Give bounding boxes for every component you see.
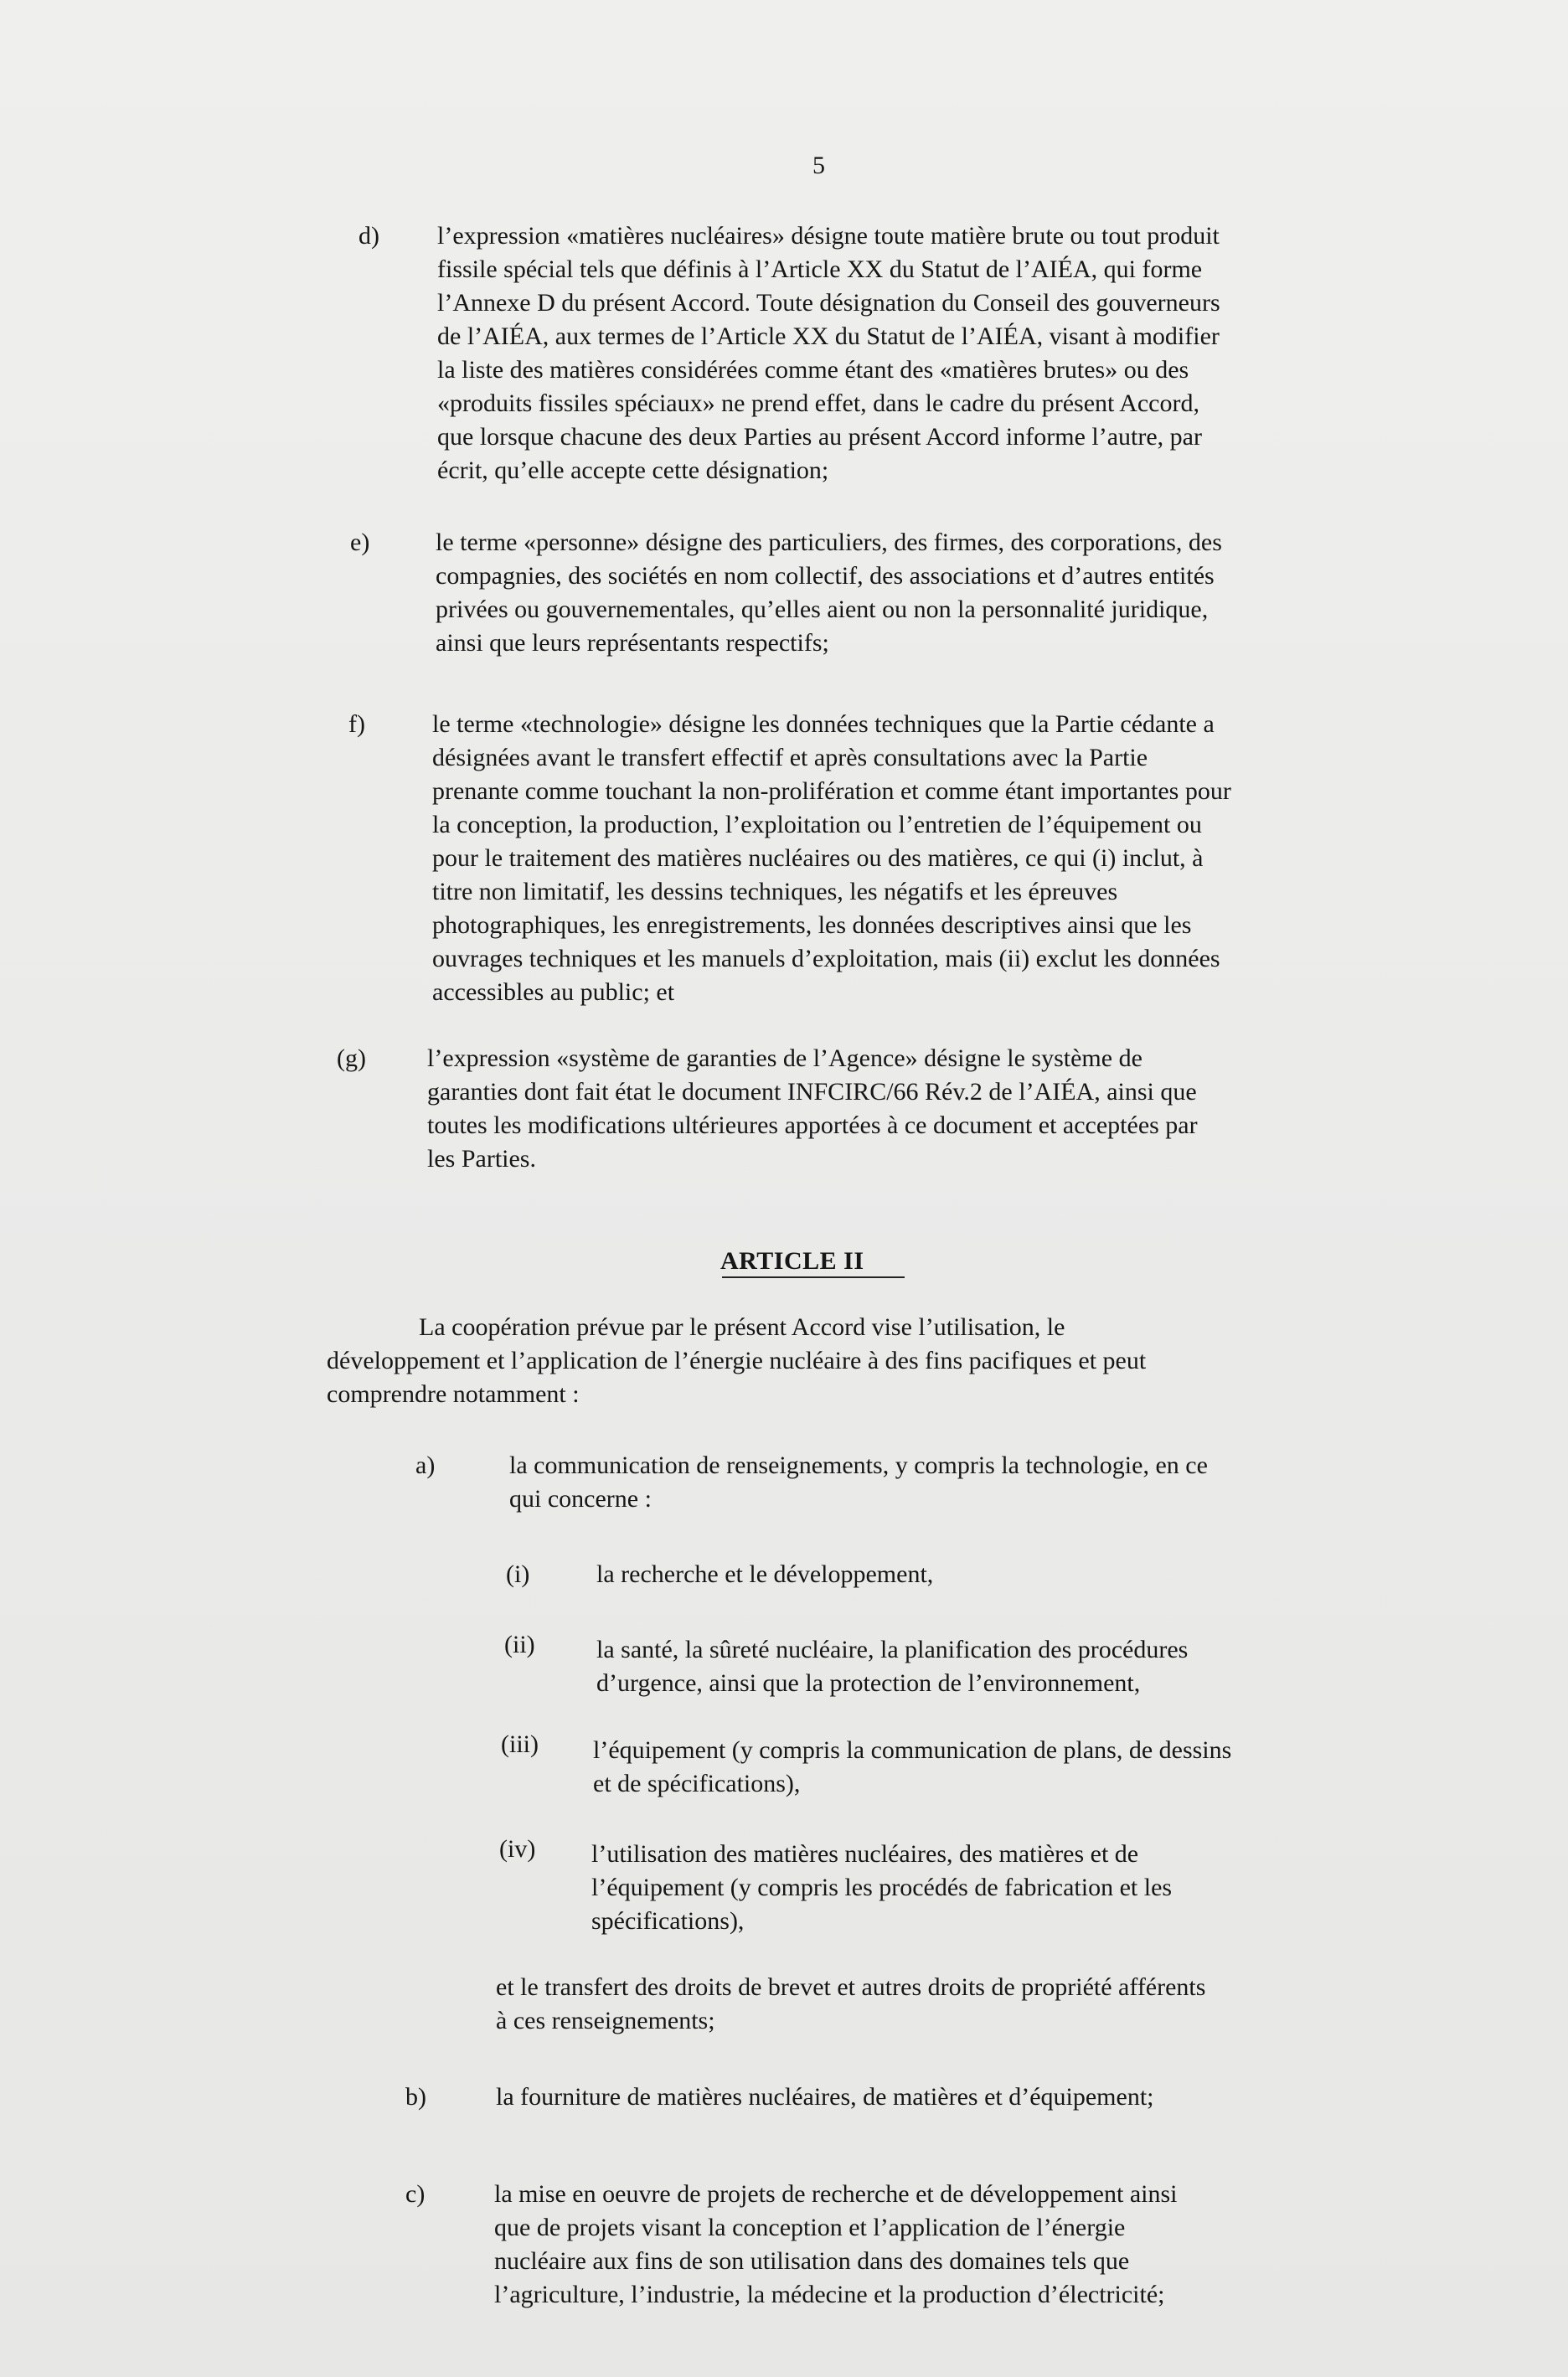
text-line: la mise en oeuvre de projets de recherche et de développement ainsi [494,2180,1178,2208]
text-line: l’Annexe D du présent Accord. Toute désignation du Conseil des gouverneurs [437,289,1220,317]
text-line: titre non limitatif, les dessins techniques, les négatifs et les épreuves [432,878,1118,905]
definition-label: f) [348,710,365,738]
text-line: nucléaire aux fins de son utilisation dans des domaines tels que [494,2247,1130,2275]
text-line: «produits fissiles spéciaux» ne prend effet, dans le cadre du présent Accord, [437,389,1199,417]
definition-label: d) [358,222,379,250]
text-line: écrit, qu’elle accepte cette désignation; [437,456,829,484]
text-line: La coopération prévue par le présent Accord vise l’utilisation, le [419,1313,1065,1341]
text-line: que lorsque chacune des deux Parties au présent Accord informe l’autre, par [437,423,1202,451]
text-line: de l’AIÉA, aux termes de l’Article XX du Statut de l’AIÉA, visant à modifier [437,322,1220,350]
text-line: ouvrages techniques et les manuels d’exploitation, mais (ii) exclut les données [432,945,1220,972]
subitem-label: (ii) [504,1631,535,1658]
text-line: d’urgence, ainsi que la protection de l’environnement, [596,1669,1141,1697]
subitem-text [596,1558,933,1591]
text-line: pour le traitement des matières nucléaires ou des matières, ce qui (i) inclut, à [432,844,1204,872]
text-line: l’utilisation des matières nucléaires, des matières et de [591,1840,1139,1868]
definition-label: e) [350,529,370,556]
item-text [496,2081,1154,2114]
text-line: la communication de renseignements, y compris la technologie, en ce [509,1451,1208,1479]
text-line: accessibles au public; et [432,978,675,1006]
text-line: toutes les modifications ultérieures apportées à ce document et acceptées par [427,1111,1198,1139]
text-line: privées ou gouvernementales, qu’elles aient ou non la personnalité juridique, [436,596,1209,623]
text-line: désignées avant le transfert effectif et après consultations avec la Partie [432,744,1148,771]
text-line: photographiques, les enregistrements, les données descriptives ainsi que les [432,911,1192,939]
item-label: b) [405,2083,426,2111]
definition-text [432,708,1231,1009]
page-number: 5 [812,152,825,179]
text-line: l’agriculture, l’industrie, la médecine et la production d’électricité; [494,2281,1165,2308]
text-line: prenante comme touchant la non-prolifération et comme étant importantes pour [432,777,1231,805]
text-line: compagnies, des sociétés en nom collectif, des associations et d’autres entités [436,562,1215,590]
item-a-continuation [496,1971,1205,2038]
text-line: l’expression «matières nucléaires» désigne toute matière brute ou tout produit [437,222,1220,250]
subitem-label: (iii) [501,1730,539,1758]
text-line: la recherche et le développement, [596,1560,934,1588]
definition-label: (g) [337,1044,366,1072]
text-line: ainsi que leurs représentants respectifs; [436,629,829,657]
item-text [509,1449,1208,1516]
text-line: le terme «technologie» désigne les données techniques que la Partie cédante a [432,710,1215,738]
text-line: comprendre notamment : [327,1380,580,1408]
text-line: la conception, la production, l’exploitation ou l’entretien de l’équipement ou [432,811,1202,838]
text-line: spécifications), [591,1907,745,1935]
article-intro [327,1311,1146,1411]
text-line: garanties dont fait état le document INFCIRC/66 Rév.2 de l’AIÉA, ainsi que [427,1078,1197,1106]
text-line: la santé, la sûreté nucléaire, la planification des procédures [596,1636,1189,1663]
heading-underline [722,1276,905,1278]
subitem-text [596,1633,1188,1700]
text-line: l’équipement (y compris les procédés de fabrication et les [591,1874,1173,1901]
subitem-label: (i) [506,1560,530,1588]
subitem-label: (iv) [499,1835,536,1863]
text-line: à ces renseignements; [496,2007,715,2034]
text-line: l’expression «système de garanties de l’Agence» désigne le système de [427,1044,1142,1072]
text-line: la fourniture de matières nucléaires, de matières et d’équipement; [496,2083,1154,2111]
text-line: la liste des matières considérées comme étant des «matières brutes» ou des [437,356,1189,384]
item-label: a) [415,1451,436,1479]
text-line: le terme «personne» désigne des particuliers, des firmes, des corporations, des [436,529,1222,556]
text-line: qui concerne : [509,1485,652,1513]
definition-text [437,219,1220,487]
text-line: les Parties. [427,1145,536,1173]
subitem-text [593,1734,1231,1801]
subitem-text [591,1838,1172,1938]
text-line: et le transfert des droits de brevet et autres droits de propriété afférents [496,1973,1206,2001]
article-heading: ARTICLE II [720,1247,864,1275]
definition-text [436,526,1222,660]
definition-text [427,1042,1198,1176]
item-label: c) [405,2180,426,2208]
text-line: fissile spécial tels que définis à l’Article XX du Statut de l’AIÉA, qui forme [437,255,1203,283]
item-text [494,2178,1177,2312]
text-line: l’équipement (y compris la communication de plans, de dessins [593,1736,1232,1764]
text-line: que de projets visant la conception et l’application de l’énergie [494,2214,1126,2241]
text-line: développement et l’application de l’énergie nucléaire à des fins pacifiques et peut [327,1347,1147,1374]
text-line: et de spécifications), [593,1770,801,1797]
